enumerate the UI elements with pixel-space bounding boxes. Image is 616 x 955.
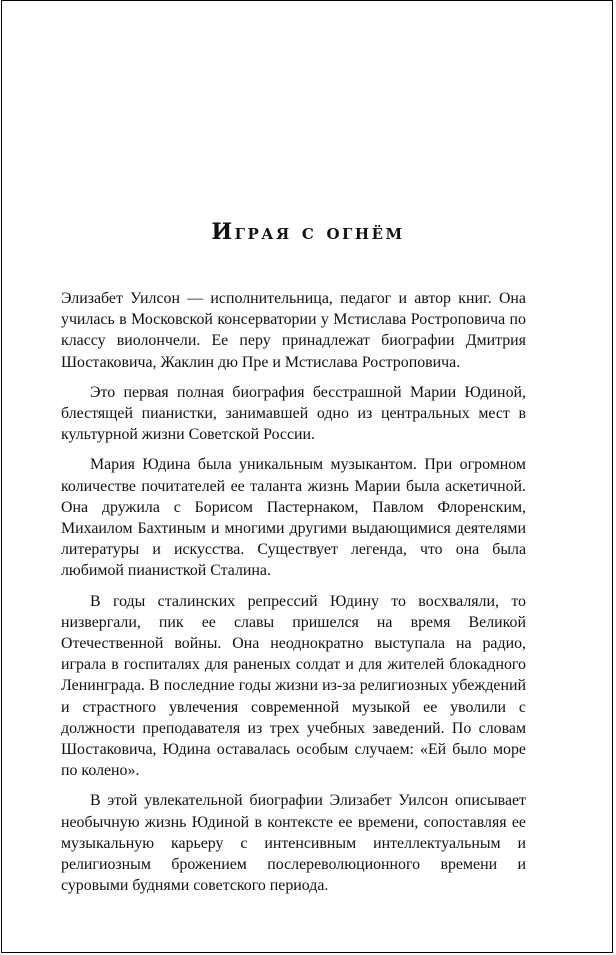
paragraph-summary: В этой увлекательной биографии Элизабет Уилсон описывает необычную жизнь Юдиной в контексте ее времени, сопоставляя ее музыкальную карьеру с интенсивным интеллектуальным и религиозным брожением послереволюционного времени и суровыми буднями советского периода. (61, 792, 526, 895)
annotation-text (61, 288, 526, 905)
book-page (1, 0, 613, 953)
book-title: Играя с огнём (211, 219, 405, 245)
paragraph-yudina: Мария Юдина была уникальным музыкантом. При огромном количестве почитателей ее таланта жизнь Марии была аскетичной. Она дружила с Борисом Пастернаком, Павлом Флоренским, Михаилом Бахтиным и многими другими выдающимися деятелями литературы и искусства. Существует легенда, что она была любимой пианисткой Сталина. (61, 456, 526, 580)
paragraph-intro: Это первая полная биография бесстрашной Марии Юдиной, блестящей пианистки, занимавшей одно из центральных мест в культурной жизни Советской России. (61, 383, 526, 444)
paragraph-repressions: В годы сталинских репрессий Юдину то восхваляли, то низвергали, пик ее славы пришелся на время Великой Отечественной войны. Она неоднократно выступала на радио, играла в госпиталях для раненых солдат и для жителей блокадного Ленинграда. В последние годы жизни из-за религиозных убеждений и страстного увлечения современной музыкой ее уволили с должности преподавателя из трех учебных заведений. По словам Шостаковича, Юдина оставалась особым случаем: «Ей было море по колено». (61, 592, 526, 780)
paragraph-author: Элизабет Уилсон — исполнительница, педагог и автор книг. Она училась в Московской консерватории у Мстислава Ростроповича по классу виолончели. Ее перу принадлежат биографии Дмитрия Шостаковича, Жаклин дю Пре и Мстислава Ростроповича. (61, 290, 526, 371)
